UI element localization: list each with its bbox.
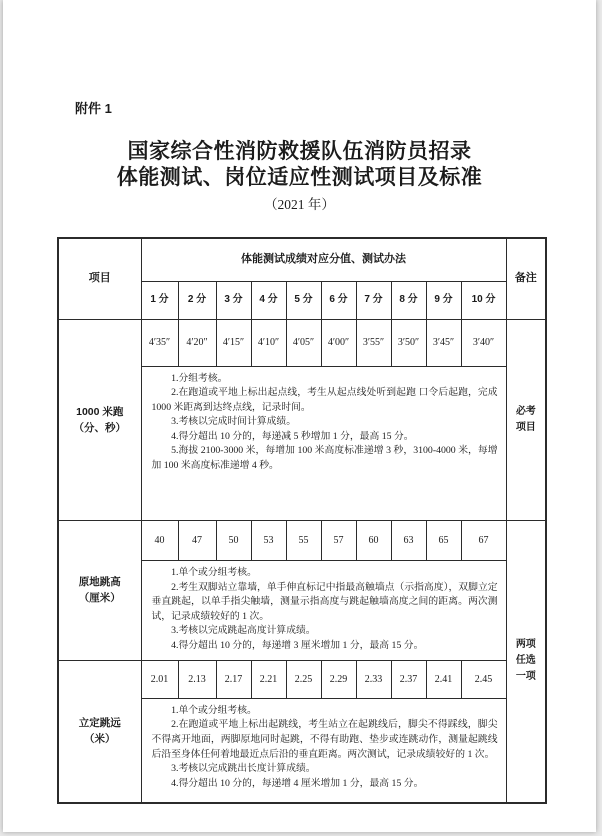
attachment-label: 附件 1 <box>75 101 112 116</box>
note-paragraph: 4.得分超出 10 分的，每递增 3 厘米增加 1 分，最高 15 分。 <box>171 639 424 651</box>
note-paragraph: 1.分组考核。 <box>171 372 228 384</box>
note-paragraph: 1.单个或分组考核。 <box>171 704 257 716</box>
table-row-run-values <box>58 319 546 366</box>
score-value-cell: 53 <box>251 520 286 560</box>
table-header-row-1 <box>58 238 546 281</box>
score-value-cell: 55 <box>286 520 321 560</box>
score-value-cell: 4′15″ <box>216 319 251 366</box>
score-value-cell: 40 <box>141 520 178 560</box>
score-value-cell: 3′45″ <box>426 319 461 366</box>
note-paragraph: 4.得分超出 10 分的，每递增 4 厘米增加 1 分，最高 15 分。 <box>171 777 424 789</box>
notes-cell-longjump <box>141 698 506 803</box>
score-value-cell: 2.29 <box>321 660 356 698</box>
score-col-header: 10 分 <box>461 281 506 319</box>
score-value-cell: 2.45 <box>461 660 506 698</box>
score-value-cell: 2.21 <box>251 660 286 698</box>
item-name: 原地跳高 <box>78 576 121 588</box>
item-cell-highjump <box>58 520 141 660</box>
score-value-cell: 4′05″ <box>286 319 321 366</box>
score-col-header: 3 分 <box>216 281 251 319</box>
score-value-cell: 3′50″ <box>391 319 426 366</box>
score-value-cell: 60 <box>356 520 391 560</box>
score-value-cell: 2.37 <box>391 660 426 698</box>
note-paragraph: 3.考核以完成跳起高度计算成绩。 <box>171 625 316 637</box>
doc-title-line2: 体能测试、岗位适应性测试项目及标准 <box>116 166 483 189</box>
notes-cell-run <box>141 366 506 520</box>
score-value-cell: 2.33 <box>356 660 391 698</box>
score-value-cell: 65 <box>426 520 461 560</box>
col-header-scores: 体能测试成绩对应分值、测试办法 <box>141 238 506 281</box>
item-cell-run <box>58 319 141 520</box>
table-row-longjump-values <box>58 660 546 698</box>
score-value-cell: 3′55″ <box>356 319 391 366</box>
score-value-cell: 4′10″ <box>251 319 286 366</box>
score-value-cell: 4′00″ <box>321 319 356 366</box>
score-value-cell: 3′40″ <box>461 319 506 366</box>
notes-cell-highjump <box>141 560 506 660</box>
notes-box <box>142 561 506 659</box>
score-value-cell: 50 <box>216 520 251 560</box>
note-paragraph: 1.单个或分组考核。 <box>171 567 257 578</box>
item-unit: （厘米） <box>78 592 121 604</box>
table-row-highjump-values <box>58 520 546 560</box>
item-unit: （分、秒） <box>73 421 126 434</box>
score-value-cell: 2.01 <box>141 660 178 698</box>
note-paragraph: 2.在跑道或平地上标出起点线，考生从起点线处听到起跑 口令后起跑，完成 1000 米距离到达终点线，记录时间。 <box>151 387 498 413</box>
score-value-cell: 57 <box>321 520 356 560</box>
score-col-header: 8 分 <box>391 281 426 319</box>
remark-cell-mandatory: 必考项目 <box>506 319 546 520</box>
score-col-header: 7 分 <box>356 281 391 319</box>
score-col-header: 9 分 <box>426 281 461 319</box>
item-name: 1000 米跑 <box>76 405 124 418</box>
document-page <box>3 0 596 832</box>
note-paragraph: 5.海拔 2100-3000 米，每增加 100 米高度标准递增 3 秒，3100-4000 米，每增加 100 米高度标准递增 4 秒。 <box>151 445 498 472</box>
score-value-cell: 2.25 <box>286 660 321 698</box>
doc-year: （2021 年） <box>264 197 335 212</box>
item-unit: （米） <box>84 733 116 746</box>
notes-box <box>142 699 506 802</box>
title-block <box>3 139 596 213</box>
col-header-item: 项目 <box>58 238 141 319</box>
score-value-cell: 2.41 <box>426 660 461 698</box>
col-header-remark: 备注 <box>506 238 546 319</box>
remark-cell-choose-one: 两项任选一项 <box>506 520 546 803</box>
note-paragraph: 2.考生双脚站立靠墙，单手伸直标记中指最高触墙点（示指高度），双脚立定垂直跳起，以单手指尖触墙，测量示指高度与跳起触墙高度之间的距离。两次测试，记录成绩较好的 1 次。 <box>151 581 498 622</box>
note-paragraph: 3.考核以完成时间计算成绩。 <box>171 416 297 428</box>
doc-title-line1: 国家综合性消防救援队伍消防员招录 <box>127 140 472 163</box>
score-col-header: 4 分 <box>251 281 286 319</box>
notes-box <box>142 367 506 520</box>
score-value-cell: 2.17 <box>216 660 251 698</box>
standards-table <box>57 237 547 804</box>
score-col-header: 2 分 <box>178 281 216 319</box>
score-value-cell: 4′35″ <box>141 319 178 366</box>
note-paragraph: 2.在跑道或平地上标出起跳线，考生站立在起跳线后，脚尖不得踩线，脚尖不得离开地面，两脚原地同时起跳，不得有助跑、垫步或连跳动作，测量起跳线后沿至身体任何着地最近点后沿的垂直距离。两次测试，记录成绩较好的 1 次。 <box>151 719 498 760</box>
item-cell-longjump <box>58 660 141 803</box>
score-value-cell: 63 <box>391 520 426 560</box>
note-paragraph: 3.考核以完成跳出长度计算成绩。 <box>171 763 316 775</box>
item-name: 立定跳远 <box>78 717 121 730</box>
note-paragraph: 4.得分超出 10 分的，每递减 5 秒增加 1 分，最高 15 分。 <box>171 430 414 442</box>
score-value-cell: 4′20″ <box>178 319 216 366</box>
score-col-header: 5 分 <box>286 281 321 319</box>
score-value-cell: 47 <box>178 520 216 560</box>
score-col-header: 1 分 <box>141 281 178 319</box>
score-col-header: 6 分 <box>321 281 356 319</box>
score-value-cell: 67 <box>461 520 506 560</box>
score-value-cell: 2.13 <box>178 660 216 698</box>
